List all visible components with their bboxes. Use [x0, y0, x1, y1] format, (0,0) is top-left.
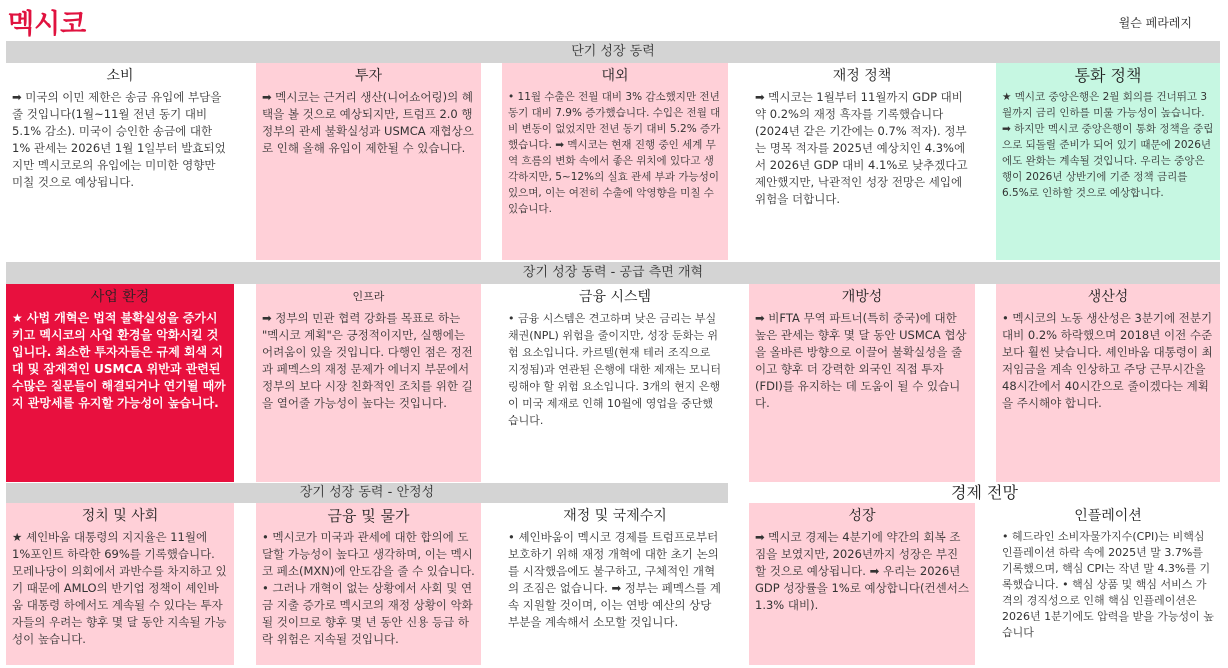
panel-body: • 금융 시스템은 견고하며 낮은 금리는 부실채권(NPL) 위험을 줄이지만, 성장 둔화는 위험 요소입니다. 카르텔(현재 테러 조직으로 지정됨)과 연관된 은행에 대한 제재는 모니터링해야 할 위험 요소입니다. 3개의 현지 은행이 미국 제재로 인해 10월에 영업을 중단했습니다.	[508, 312, 722, 427]
panel-business-environment	[6, 284, 234, 482]
panel-title: 금융 시스템	[578, 289, 652, 305]
panel-body: • 헤드라인 소비자물가지수(CPI)는 비핵심 인플레이션 하락 속에 2025년 말 3.7%를 기록했으며, 핵심 CPI는 작년 말 4.3%를 기록했습니다. • 핵심 상품 및 핵심 서비스 가격의 경직성으로 인해 핵심 인플레이션은 2026년 1분기에도 압력을 받을 가능성이 높습니다	[1002, 530, 1214, 639]
panel-body: ★ 사법 개혁은 법적 불확실성을 증가시키고 멕시코의 사업 환경을 악화시킬 것입니다. 최소한 투자자들은 규제 회색 지대 및 잠재적인 USMCA 위반과 관련된 수많은 질문들이 해결되거나 연기될 때까지 관망세를 유지할 가능성이 높습니다.	[12, 311, 226, 410]
panel-body: • 멕시코가 미국과 관세에 대한 합의에 도달할 가능성이 높다고 생각하며, 이는 멕시코 페소(MXN)에 안도감을 줄 수 있습니다. • 그러나 개혁이 없는 상황에서 사회 및 연금 지출 증가로 멕시코의 재정 상황이 악화될 것이므로 향후 몇 년 동안 신용 등급 하락 위험은 지속될 것입니다.	[262, 530, 475, 646]
panel-title: 재정 및 국제수지	[563, 508, 667, 524]
panel-title: 대외	[601, 68, 629, 84]
panel-body: • 셰인바움이 멕시코 경제를 트럼프로부터 보호하기 위해 재정 개혁에 대한 초기 논의를 시작했음에도 불구하고, 구체적인 개혁의 조짐은 없습니다. ➡ 정부는 페멕스를 계속 지원할 것이며, 이는 연방 예산의 상당 부분을 계속해서 소모할 것입니다.	[508, 530, 721, 629]
panel-title: 통화 정책	[1074, 66, 1142, 85]
panel-fiscal-policy	[749, 63, 975, 260]
panel-title: 소비	[106, 68, 134, 84]
panel-body: ★ 멕시코 중앙은행은 2월 회의를 건너뛰고 3월까지 금리 인하를 미룰 가능성이 높습니다. ➡ 하지만 멕시코 중앙은행이 통화 정책을 중립으로 되돌릴 준비가 되어 있기 때문에 2026년에도 완화는 계속될 것입니다. 우리는 중앙은행이 2026년 상반기에 기준 정책 금리를 6.5%로 인하할 것으로 예상합니다.	[1002, 91, 1214, 199]
panel-body: ➡ 비FTA 무역 파트너(특히 중국)에 대한 높은 관세는 향후 몇 달 동안 USMCA 협상을 올바른 방향으로 이끌어 불확실성을 줄이고 향후 더 강력한 외국인 직접 투자(FDI)를 유지하는 데 도움이 될 수 있습니다.	[755, 311, 967, 410]
panel-consumption	[6, 63, 234, 260]
panel-fiscal-balance	[502, 503, 728, 665]
panel-external	[502, 63, 728, 260]
panel-finance-prices	[256, 503, 481, 665]
panel-investment	[256, 63, 481, 260]
panel-body: ➡ 정부의 민관 협력 강화를 목표로 하는 "멕시코 계획"은 긍정적이지만, 실행에는 어려움이 있을 것입니다. 다행인 점은 정전과 페멕스의 재정 문제가 에너지 부문에서 정부의 보다 시장 친화적인 조치를 위한 길을 열어줄 가능성이 높다는 것입니다.	[262, 311, 473, 410]
panel-monetary-policy	[996, 63, 1220, 260]
panel-title: 재정 정책	[832, 68, 892, 84]
panel-title: 금융 및 물가	[327, 507, 410, 525]
panel-growth	[749, 503, 975, 665]
band-short-term: 단기 성장 동력	[6, 41, 1220, 63]
panel-infrastructure	[256, 284, 481, 482]
band-long-term-stability: 장기 성장 동력 - 안정성	[6, 483, 728, 503]
panel-openness	[749, 284, 975, 482]
panel-body: ★ 셰인바움 대통령의 지지율은 11월에 1%포인트 하락한 69%를 기록했습니다. 모레나당이 의회에서 과반수를 차지하고 있기 때문에 AMLO의 반기업 정책이 셰인바움 대통령 하에서도 계속될 수 있다는 투자자들의 우려는 향후 몇 달 동안 지속될 가능성이 높습니다.	[12, 530, 227, 646]
panel-body: ➡ 미국의 이민 제한은 송금 유입에 부담을 줄 것입니다(1월~11월 전년 동기 대비 5.1% 감소). 미국이 승인한 송금에 대한 1% 관세는 2026년 1월 1일부터 발효되었지만 멕시코로의 유입에는 미미한 영향만 미칠 것으로 예상됩니다.	[12, 90, 226, 189]
panel-title: 사업 환경	[90, 289, 150, 305]
panel-financial-system	[502, 284, 728, 482]
author-name: 윌슨 페라레지	[1118, 16, 1192, 30]
page-title: 멕시코	[8, 9, 87, 40]
panel-title: 성장	[848, 508, 876, 524]
panel-productivity	[996, 284, 1220, 482]
panel-title: 인플레이션	[1074, 508, 1142, 524]
panel-politics-society	[6, 503, 234, 665]
panel-title: 생산성	[1087, 289, 1129, 305]
panel-body: ➡ 멕시코는 1월부터 11월까지 GDP 대비 약 0.2%의 재정 흑자를 기록했습니다(2024년 같은 기간에는 0.7% 적자). 정부는 명목 적자를 2025년 예상치인 4.3%에서 2026년 GDP 대비 4.1%로 낮추겠다고 제안했지만, 낙관적인 성장 전망은 세입에 위험을 더합니다.	[755, 90, 968, 206]
panel-body: ➡ 멕시코는 근거리 생산(니어쇼어링)의 혜택을 볼 것으로 예상되지만, 트럼프 2.0 행정부의 관세 불확실성과 USMCA 재협상으로 인해 올해 유입이 제한될 수 있습니다.	[262, 90, 474, 155]
panel-title: 개방성	[841, 289, 883, 305]
panel-title: 정치 및 사회	[81, 508, 159, 524]
band-outlook: 경제 전망	[951, 483, 1018, 502]
panel-body: ➡ 멕시코 경제는 4분기에 약간의 회복 조짐을 보였지만, 2026년까지 성장은 부진할 것으로 예상됩니다. ➡ 우리는 2026년 GDP 성장률을 1%로 예상합니다(컨센서스 1.3% 대비).	[755, 530, 969, 612]
panel-title: 투자	[354, 68, 383, 84]
panel-body: • 멕시코의 노동 생산성은 3분기에 전분기 대비 0.2% 하락했으며 2018년 이전 수준보다 훨씬 낮습니다. 셰인바움 대통령이 최저임금을 계속 인상하고 주당 근무시간을 48시간에서 40시간으로 줄이겠다는 계획을 주시해야 합니다.	[1002, 311, 1213, 410]
panel-title: 인프라	[352, 290, 385, 303]
panel-inflation	[996, 503, 1220, 665]
band-long-term-supply: 장기 성장 동력 - 공급 측면 개혁	[6, 262, 1220, 284]
panel-body: • 11월 수출은 전월 대비 3% 감소했지만 전년 동기 대비 7.9% 증가했습니다. 수입은 전월 대비 변동이 없었지만 전년 동기 대비 5.2% 증가했습니다. ➡ 멕시코는 현재 진행 중인 세계 무역 흐름의 변화 속에서 좋은 위치에 있다고 생각하지만, 5~12%의 실효 관세 부과 가능성이 있으며, 이는 여전히 수출에 악영향을 미칠 수 있습니다.	[508, 91, 721, 215]
